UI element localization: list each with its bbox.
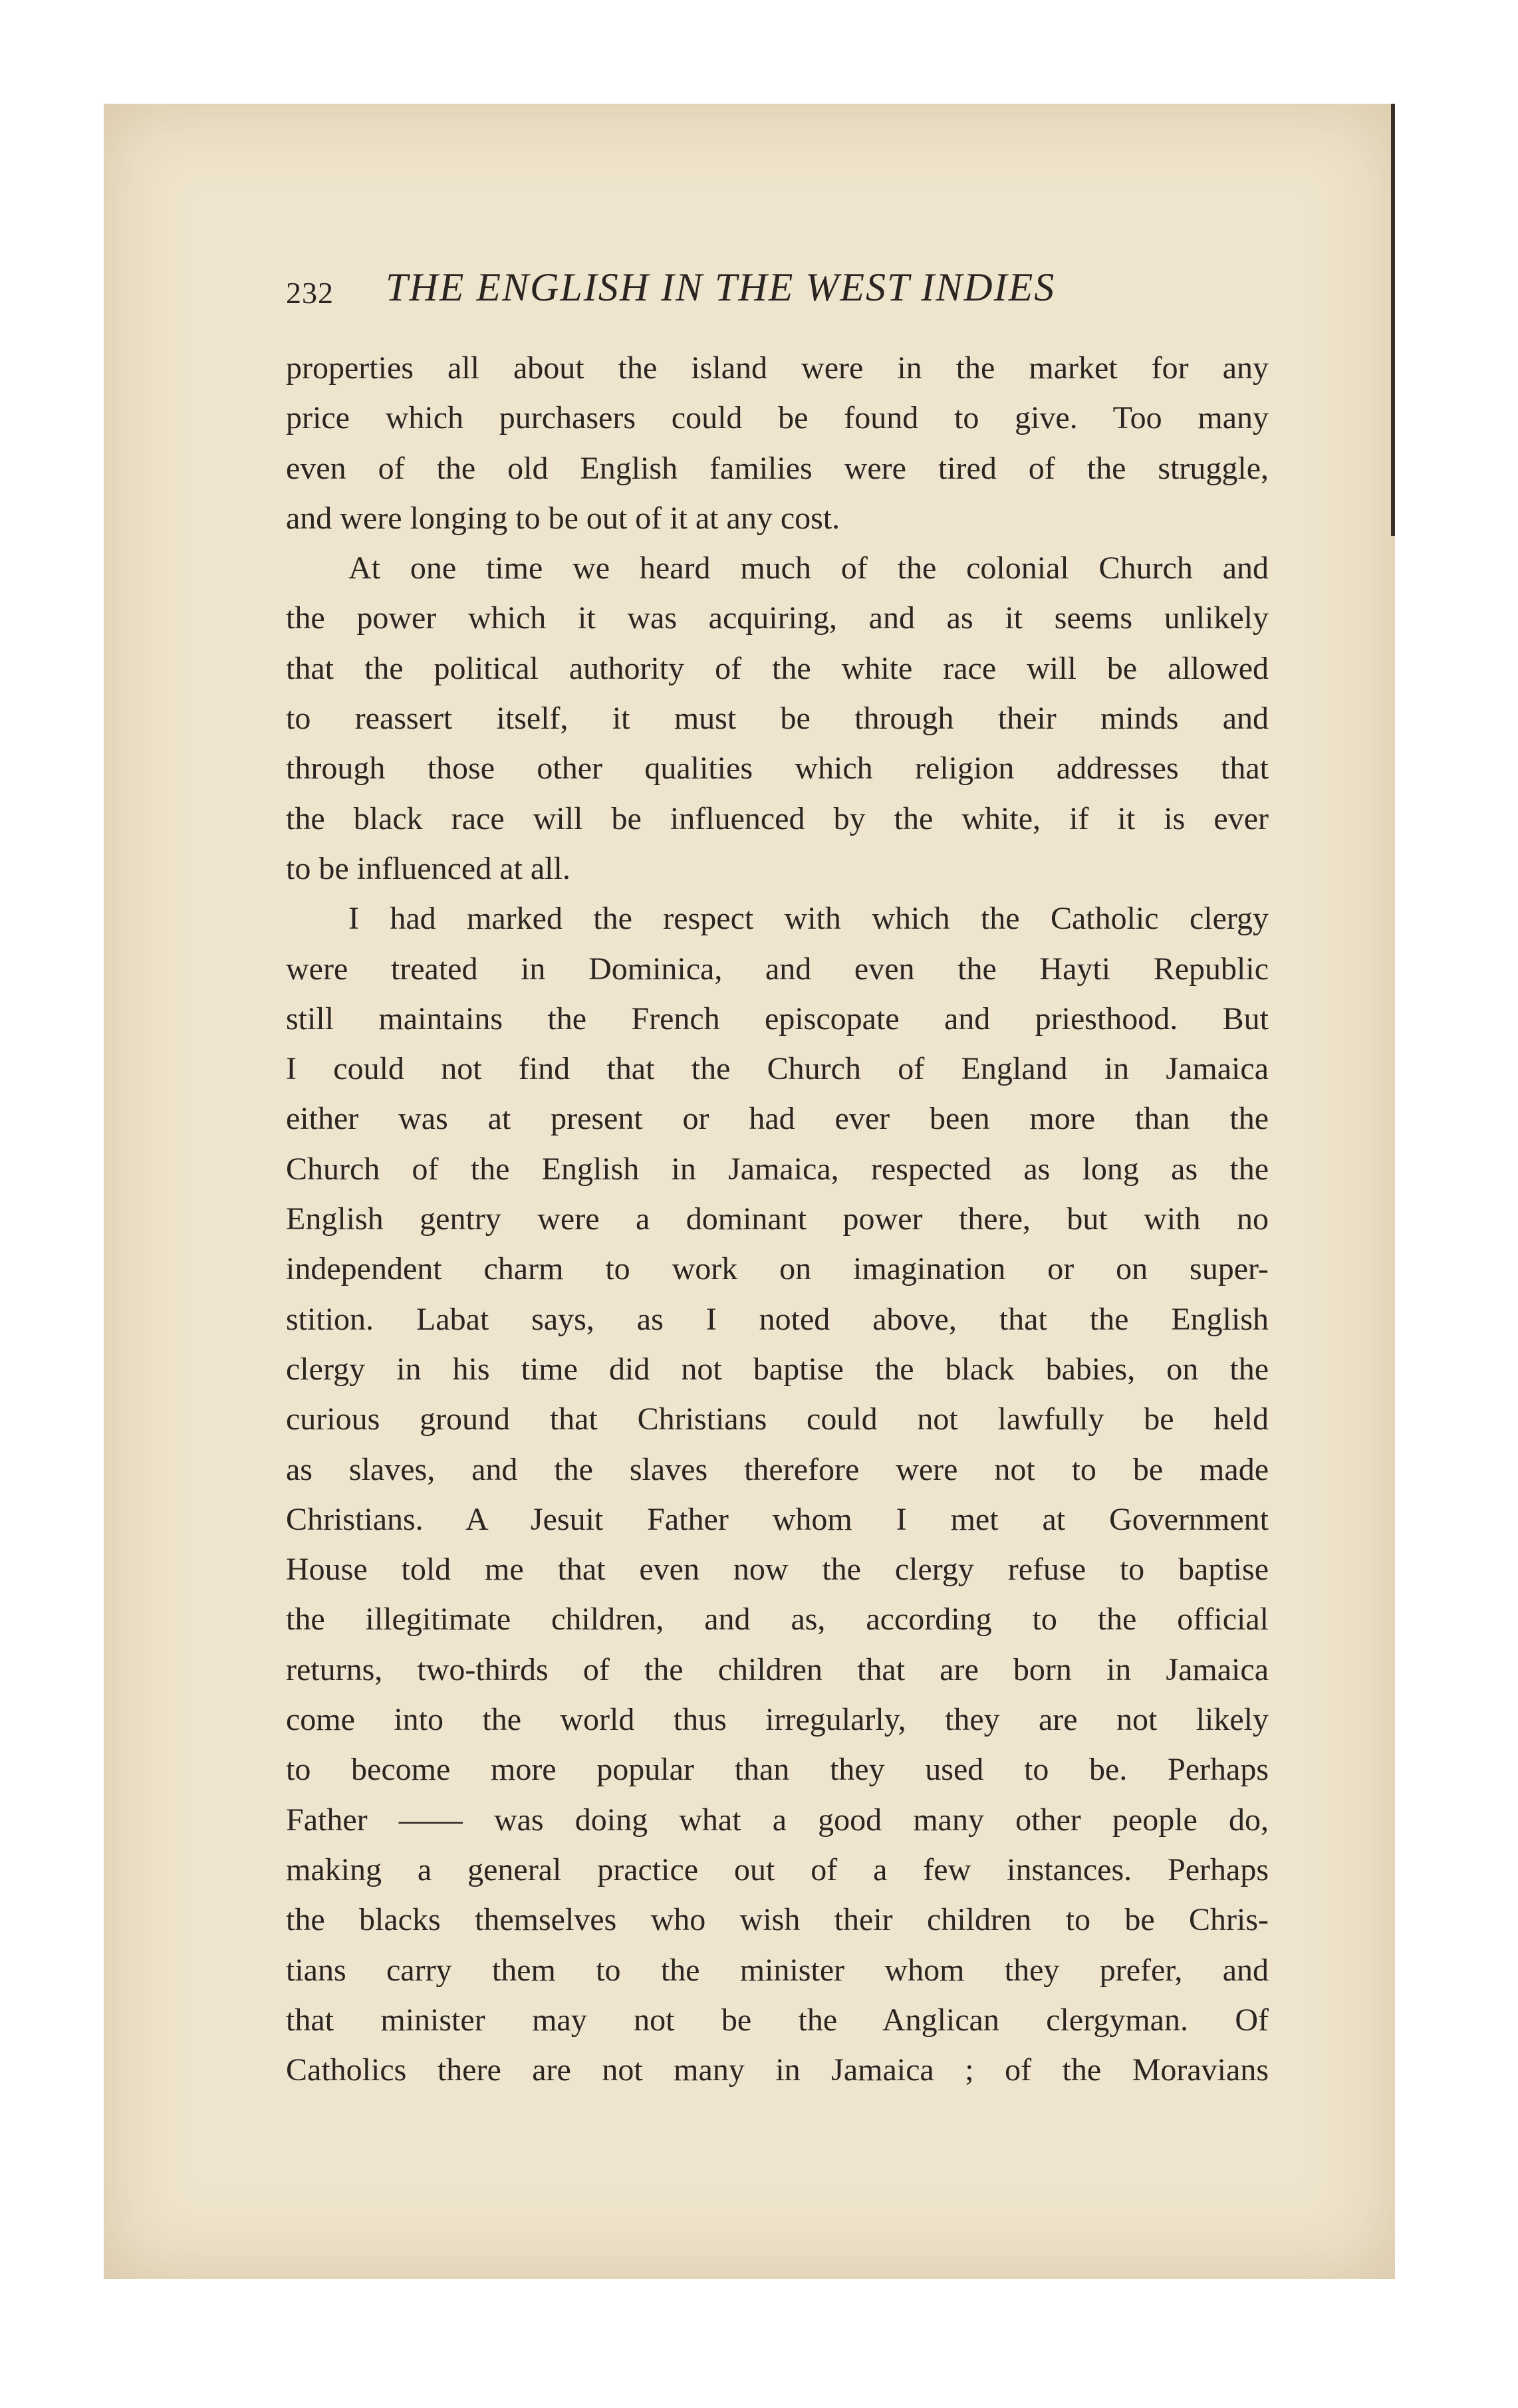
text-line: curious ground that Christians could not lawfully be held xyxy=(286,1401,1269,1437)
text-line: Christians. A Jesuit Father whom I met at Government xyxy=(286,1501,1269,1537)
page-edge-shadow xyxy=(1391,104,1395,536)
text-line: House told me that even now the clergy refuse to baptise xyxy=(286,1552,1269,1588)
body-text xyxy=(286,343,1269,2095)
text-line: tians carry them to the minister whom they prefer, and xyxy=(286,1952,1269,1988)
text-line: clergy in his time did not baptise the black babies, on the xyxy=(286,1351,1269,1387)
text-line: returns, two-thirds of the children that are born in Jamaica xyxy=(286,1651,1269,1687)
page-number: 232 xyxy=(286,276,334,310)
text-line: as slaves, and the slaves therefore were not to be made xyxy=(286,1451,1269,1487)
text-line: the illegitimate children, and as, according to the official xyxy=(286,1602,1269,1637)
text-line: stition. Labat says, as I noted above, that the English xyxy=(286,1301,1269,1337)
text-line: At one time we heard much of the colonial Church and xyxy=(348,550,1269,586)
text-line: the power which it was acquiring, and as it seems unlikely xyxy=(286,600,1269,636)
text-line: price which purchasers could be found to give. Too many xyxy=(286,400,1269,436)
text-line: I could not find that the Church of England in Jamaica xyxy=(286,1051,1269,1087)
text-line: through those other qualities which religion addresses that xyxy=(286,751,1269,786)
text-line: Catholics there are not many in Jamaica ; of the Moravians xyxy=(286,2052,1269,2088)
text-line: the black race will be influenced by the white, if it is ever xyxy=(286,800,1269,836)
text-line: independent charm to work on imagination or on super- xyxy=(286,1251,1269,1287)
text-line: to reassert itself, it must be through their minds and xyxy=(286,701,1269,737)
running-title: THE ENGLISH IN THE WEST INDIES xyxy=(386,265,1056,309)
text-line: that minister may not be the Anglican clergyman. Of xyxy=(286,2002,1269,2038)
text-line: properties all about the island were in the market for any xyxy=(286,350,1269,386)
text-line: come into the world thus irregularly, they are not likely xyxy=(286,1702,1269,1738)
text-line: English gentry were a dominant power there, but with no xyxy=(286,1201,1269,1237)
text-line: I had marked the respect with which the Catholic clergy xyxy=(348,901,1269,937)
text-line: still maintains the French episcopate and priesthood. But xyxy=(286,1001,1269,1036)
text-line: either was at present or had ever been more than the xyxy=(286,1101,1269,1137)
text-line: Father —— was doing what a good many other people do, xyxy=(286,1802,1269,1838)
text-line: making a general practice out of a few instances. Perhaps xyxy=(286,1852,1269,1887)
running-header xyxy=(286,265,1270,324)
text-line: even of the old English families were tired of the struggle, xyxy=(286,450,1269,486)
text-line: and were longing to be out of it at any cost. xyxy=(286,500,840,536)
text-line: to become more popular than they used to be. Perhaps xyxy=(286,1752,1269,1788)
text-line: to be influenced at all. xyxy=(286,850,570,886)
text-line: Church of the English in Jamaica, respected as long as the xyxy=(286,1151,1269,1187)
text-line: that the political authority of the white race will be allowed xyxy=(286,650,1269,686)
text-line: were treated in Dominica, and even the Hayti Republic xyxy=(286,951,1269,987)
text-line: the blacks themselves who wish their children to be Chris- xyxy=(286,1902,1269,1938)
